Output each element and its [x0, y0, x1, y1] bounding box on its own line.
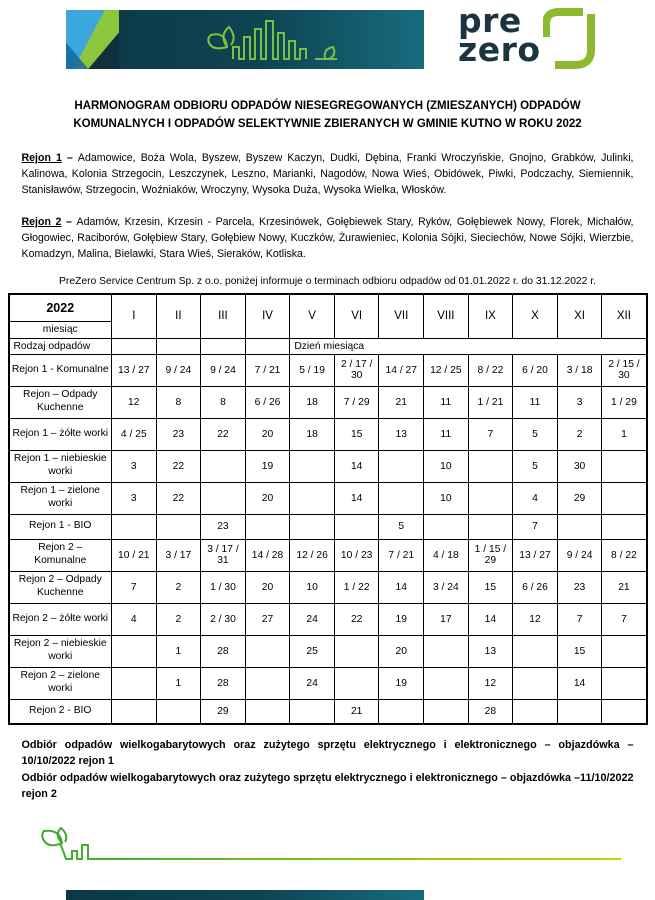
schedule-date-cell [245, 699, 290, 724]
schedule-date-cell: 21 [602, 571, 647, 603]
schedule-date-cell [334, 667, 379, 699]
table-row [9, 667, 647, 699]
schedule-date-cell: 2 [156, 571, 201, 603]
notes-section [22, 737, 634, 802]
month-header: XII [602, 294, 647, 338]
prezero-leaf-icon [543, 8, 595, 70]
schedule-date-cell [112, 667, 157, 699]
schedule-date-cell: 14 [379, 571, 424, 603]
schedule-date-cell: 30 [557, 450, 602, 482]
schedule-date-cell [602, 482, 647, 514]
waste-type-label: Rejon 2 – niebieskie worki [9, 635, 112, 667]
schedule-date-cell: 9 / 24 [201, 354, 246, 386]
header-banner [66, 10, 424, 69]
month-header: I [112, 294, 157, 338]
schedule-date-cell: 19 [379, 603, 424, 635]
schedule-date-cell: 7 / 29 [334, 386, 379, 418]
waste-type-label: Rejon 2 – Komunalne [9, 539, 112, 571]
schedule-date-cell: 13 / 27 [112, 354, 157, 386]
schedule-date-cell [513, 635, 558, 667]
waste-type-label: Rejon 2 – Odpady Kuchenne [9, 571, 112, 603]
waste-schedule-table [8, 293, 648, 725]
schedule-date-cell: 11 [424, 418, 469, 450]
schedule-date-cell: 12 / 26 [290, 539, 335, 571]
schedule-date-cell [468, 514, 513, 539]
schedule-date-cell: 3 / 24 [424, 571, 469, 603]
schedule-date-cell: 8 [201, 386, 246, 418]
table-row [9, 482, 647, 514]
schedule-date-cell [468, 450, 513, 482]
schedule-date-cell [112, 635, 157, 667]
folded-square-logo-icon [66, 10, 119, 69]
schedule-date-cell: 3 / 17 / 31 [201, 539, 246, 571]
schedule-date-cell: 28 [201, 667, 246, 699]
schedule-date-cell: 6 / 26 [245, 386, 290, 418]
table-row [9, 386, 647, 418]
schedule-date-cell: 10 / 23 [334, 539, 379, 571]
schedule-date-cell: 6 / 20 [513, 354, 558, 386]
schedule-date-cell: 1 / 15 / 29 [468, 539, 513, 571]
schedule-date-cell: 20 [245, 571, 290, 603]
schedule-date-cell: 28 [468, 699, 513, 724]
table-row [9, 635, 647, 667]
year-header: 2022 [9, 294, 112, 322]
schedule-date-cell: 5 / 19 [290, 354, 335, 386]
schedule-date-cell: 1 [602, 418, 647, 450]
schedule-date-cell: 4 / 25 [112, 418, 157, 450]
schedule-date-cell: 7 [602, 603, 647, 635]
schedule-date-cell: 3 / 18 [557, 354, 602, 386]
schedule-date-cell: 2 / 15 / 30 [602, 354, 647, 386]
schedule-date-cell: 8 / 22 [602, 539, 647, 571]
schedule-date-cell: 7 [468, 418, 513, 450]
schedule-date-cell: 2 [156, 603, 201, 635]
schedule-date-cell: 8 / 22 [468, 354, 513, 386]
schedule-date-cell [468, 482, 513, 514]
schedule-date-cell: 24 [290, 603, 335, 635]
schedule-date-cell: 18 [290, 386, 335, 418]
schedule-date-cell [290, 699, 335, 724]
schedule-date-cell: 1 / 21 [468, 386, 513, 418]
schedule-date-cell [245, 635, 290, 667]
schedule-date-cell: 20 [245, 418, 290, 450]
schedule-date-cell: 10 / 21 [112, 539, 157, 571]
schedule-date-cell [424, 635, 469, 667]
schedule-date-cell [379, 482, 424, 514]
schedule-date-cell [112, 514, 157, 539]
month-header: II [156, 294, 201, 338]
schedule-date-cell: 29 [557, 482, 602, 514]
region-1-paragraph [22, 151, 634, 199]
month-header: VIII [424, 294, 469, 338]
schedule-date-cell [201, 450, 246, 482]
schedule-date-cell [290, 482, 335, 514]
empty-cell [112, 338, 157, 354]
schedule-date-cell: 17 [424, 603, 469, 635]
table-row [9, 418, 647, 450]
schedule-date-cell [602, 699, 647, 724]
schedule-date-cell: 3 [112, 450, 157, 482]
waste-type-label: Rejon 2 - BIO [9, 699, 112, 724]
month-header: XI [557, 294, 602, 338]
waste-type-label: Rejon 1 - Komunalne [9, 354, 112, 386]
schedule-date-cell: 12 [112, 386, 157, 418]
waste-type-label: Rejon 1 – zielone worki [9, 482, 112, 514]
schedule-date-cell: 23 [557, 571, 602, 603]
bulky-waste-note-region1: Odbiór odpadów wielkogabarytowych oraz zużytego sprzętu elektrycznego i elektronicznego – objazdówka –10/10/2022 rejon 1 [21, 739, 634, 768]
month-header: IX [468, 294, 513, 338]
schedule-date-cell: 3 / 17 [156, 539, 201, 571]
schedule-date-cell: 7 / 21 [379, 539, 424, 571]
schedule-date-cell: 19 [379, 667, 424, 699]
month-header: IV [245, 294, 290, 338]
schedule-date-cell: 2 / 17 / 30 [334, 354, 379, 386]
schedule-date-cell [557, 514, 602, 539]
footer-leaf-line-icon [36, 827, 624, 874]
schedule-date-cell: 24 [290, 667, 335, 699]
schedule-date-cell [424, 514, 469, 539]
schedule-date-cell: 1 [156, 667, 201, 699]
schedule-date-cell [156, 514, 201, 539]
schedule-date-cell: 7 / 21 [245, 354, 290, 386]
table-row [9, 354, 647, 386]
schedule-date-cell: 7 [557, 603, 602, 635]
schedule-date-cell: 1 / 30 [201, 571, 246, 603]
schedule-date-cell: 12 / 25 [424, 354, 469, 386]
month-header: VI [334, 294, 379, 338]
month-header: V [290, 294, 335, 338]
table-header-row-type [9, 338, 647, 354]
schedule-date-cell [245, 667, 290, 699]
prezero-logo [458, 1, 595, 70]
region-2-villages: Adamów, Krzesin, Krzesin - Parcela, Krzesinówek, Gołębiewek Stary, Ryków, Gołębiewek Nowy, Florek, Michałów, Głogowiec, Raciborów, Gołębiew Stary, Gołębiew Nowy, Kuczków, Żurawieniec, Kolonia Sójki, Sieciechów, Nowe Sójki, Wierzbie, Komadzyn, Malina, Bielawki, Stara Wieś, Sieraków, Kotliska. [21, 216, 634, 261]
month-word-label: miesiąc [9, 322, 112, 338]
region-2-paragraph [22, 215, 634, 263]
schedule-date-cell: 22 [334, 603, 379, 635]
month-header: X [513, 294, 558, 338]
waste-type-label: Rejon 2 – zielone worki [9, 667, 112, 699]
schedule-date-cell: 20 [379, 635, 424, 667]
schedule-date-cell [379, 450, 424, 482]
schedule-date-cell: 3 [557, 386, 602, 418]
schedule-date-cell: 2 [557, 418, 602, 450]
region-1-dash: – [61, 151, 78, 164]
schedule-date-cell: 23 [156, 418, 201, 450]
waste-type-label: Rejon 2 – żółte worki [9, 603, 112, 635]
schedule-date-cell [513, 699, 558, 724]
schedule-date-cell: 15 [468, 571, 513, 603]
intro-sentence: PreZero Service Centrum Sp. z o.o. poniżej informuje o terminach odbioru odpadów od 01.01.2022 r. do 31.12.2022 r. [59, 276, 596, 288]
schedule-date-cell [557, 699, 602, 724]
waste-type-label: Rejon 1 – niebieskie worki [9, 450, 112, 482]
schedule-date-cell [379, 699, 424, 724]
month-header: VII [379, 294, 424, 338]
table-row [9, 571, 647, 603]
empty-cell [201, 338, 246, 354]
waste-type-label: Rejon 1 – żółte worki [9, 418, 112, 450]
waste-type-header: Rodzaj odpadów [9, 338, 112, 354]
schedule-date-cell: 4 / 18 [424, 539, 469, 571]
schedule-date-cell: 9 / 24 [557, 539, 602, 571]
schedule-date-cell [245, 514, 290, 539]
empty-cell [245, 338, 290, 354]
region-2-dash: – [61, 216, 77, 229]
schedule-date-cell: 15 [334, 418, 379, 450]
schedule-date-cell: 21 [334, 699, 379, 724]
month-header: III [201, 294, 246, 338]
schedule-date-cell: 12 [468, 667, 513, 699]
schedule-date-cell [602, 667, 647, 699]
schedule-date-cell: 1 / 22 [334, 571, 379, 603]
page-title: HARMONOGRAM ODBIORU ODPADÓW NIESEGREGOWANYCH (ZMIESZANYCH) ODPADÓW KOMUNALNYCH I ODPADÓW SELEKTYWNIE ZBIERANYCH W GMINIE KUTNO W ROKU 2022 [73, 100, 582, 131]
schedule-date-cell: 19 [245, 450, 290, 482]
schedule-date-cell [290, 514, 335, 539]
schedule-date-cell: 29 [201, 699, 246, 724]
table-row [9, 514, 647, 539]
schedule-date-cell: 14 / 27 [379, 354, 424, 386]
schedule-date-cell [156, 699, 201, 724]
schedule-date-cell: 22 [156, 482, 201, 514]
schedule-date-cell: 15 [557, 635, 602, 667]
schedule-date-cell: 18 [290, 418, 335, 450]
schedule-date-cell: 13 [468, 635, 513, 667]
bulky-waste-note-region2: Odbiór odpadów wielkogabarytowych oraz zużytego sprzętu elektrycznego i elektronicznego – objazdówka –11/10/2022 rejon 2 [21, 771, 634, 800]
schedule-date-cell: 1 [156, 635, 201, 667]
schedule-date-cell: 14 [334, 482, 379, 514]
schedule-date-cell: 6 / 26 [513, 571, 558, 603]
bottom-banner-strip [66, 890, 424, 900]
schedule-date-cell: 14 [334, 450, 379, 482]
schedule-date-cell: 27 [245, 603, 290, 635]
day-of-month-header: Dzień miesiąca [290, 338, 647, 354]
table-header-row-year [9, 294, 647, 322]
schedule-date-cell: 4 [112, 603, 157, 635]
schedule-date-cell: 22 [201, 418, 246, 450]
schedule-date-cell: 13 / 27 [513, 539, 558, 571]
schedule-date-cell: 20 [245, 482, 290, 514]
schedule-date-cell: 2 / 30 [201, 603, 246, 635]
schedule-date-cell [201, 482, 246, 514]
schedule-date-cell: 5 [513, 450, 558, 482]
region-2-label: Rejon 2 [21, 216, 62, 229]
schedule-date-cell: 14 / 28 [245, 539, 290, 571]
schedule-date-cell: 12 [513, 603, 558, 635]
schedule-date-cell [424, 667, 469, 699]
schedule-date-cell: 28 [201, 635, 246, 667]
schedule-date-cell: 10 [424, 482, 469, 514]
schedule-date-cell: 11 [424, 386, 469, 418]
schedule-date-cell [290, 450, 335, 482]
prezero-logo-line2: zero [458, 30, 541, 69]
schedule-date-cell: 14 [557, 667, 602, 699]
schedule-date-cell: 23 [201, 514, 246, 539]
schedule-date-cell: 22 [156, 450, 201, 482]
schedule-date-cell [602, 450, 647, 482]
schedule-date-cell: 5 [513, 418, 558, 450]
schedule-date-cell [112, 699, 157, 724]
schedule-date-cell: 1 / 29 [602, 386, 647, 418]
schedule-date-cell [424, 699, 469, 724]
schedule-date-cell [602, 635, 647, 667]
schedule-date-cell: 4 [513, 482, 558, 514]
table-row [9, 450, 647, 482]
schedule-date-cell: 7 [112, 571, 157, 603]
schedule-body [9, 294, 647, 724]
schedule-date-cell [334, 635, 379, 667]
schedule-date-cell [602, 514, 647, 539]
schedule-date-cell: 10 [424, 450, 469, 482]
schedule-date-cell: 21 [379, 386, 424, 418]
schedule-date-cell: 25 [290, 635, 335, 667]
schedule-date-cell [334, 514, 379, 539]
region-1-label: Rejon 1 [21, 151, 62, 164]
schedule-date-cell: 9 / 24 [156, 354, 201, 386]
schedule-date-cell: 3 [112, 482, 157, 514]
region-1-villages: Adamowice, Boża Wola, Byszew, Byszew Kaczyn, Dudki, Dębina, Franki Wroczyńskie, Gnojno, Grabków, Julinki, Kalinowa, Kolonia Strzegocin, Leszczynek, Leszno, Marianki, Nagodów, Nowa Wieś, Obidówek, Piwki, Podczachy, Siemiennik, Stanisławów, Strzegocin, Woźniaków, Wroczyny, Wysoka Duża, Wysoka Wielka, Włosków. [21, 151, 634, 196]
table-row [9, 603, 647, 635]
empty-cell [156, 338, 201, 354]
schedule-date-cell: 13 [379, 418, 424, 450]
schedule-date-cell [513, 667, 558, 699]
waste-type-label: Rejon 1 - BIO [9, 514, 112, 539]
waste-type-label: Rejon – Odpady Kuchenne [9, 386, 112, 418]
schedule-date-cell: 7 [513, 514, 558, 539]
schedule-date-cell: 5 [379, 514, 424, 539]
table-row [9, 699, 647, 724]
city-skyline-icon [119, 10, 424, 69]
schedule-date-cell: 8 [156, 386, 201, 418]
table-row [9, 539, 647, 571]
schedule-date-cell: 10 [290, 571, 335, 603]
schedule-date-cell: 14 [468, 603, 513, 635]
prezero-logo-line1: pre [458, 1, 522, 40]
schedule-date-cell: 11 [513, 386, 558, 418]
